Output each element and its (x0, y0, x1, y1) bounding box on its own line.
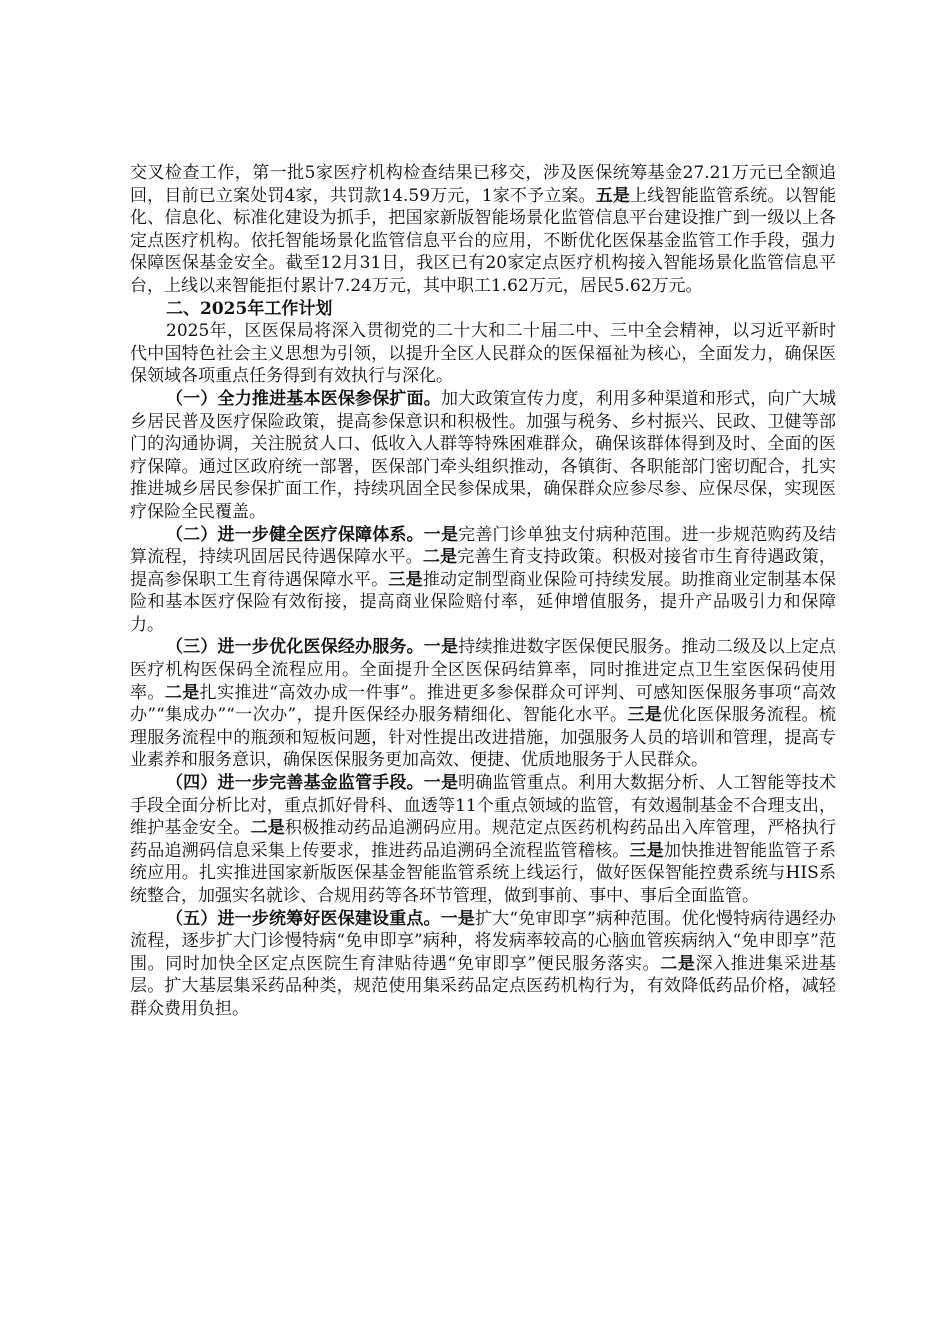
plan-item-4-point-3: 加快推进智能监管子系统应用。扎实推进国家新版医保基金智能监管系统上线运行，做好医保智能控费系统与HIS系统整合，加强实名就诊、合规用药等各环节管理，做到事前、事中、事后全面监管。 (130, 840, 837, 906)
intro-lead-5: 五是 (595, 185, 631, 206)
plan-item-2-lead-3: 三是 (388, 569, 423, 590)
plan-item-4 (130, 772, 836, 908)
plan-item-2-lead-1: 一是 (423, 524, 459, 545)
plan-item-2-point-1: 完善门诊单独支付病种范围。进一步规范购药及结算流程，持续巩固居民待遇保障水平。 (130, 524, 837, 568)
plan-item-4-point-1: 明确监管重点。利用大数据分析、人工智能等技术手段全面分析比对，重点抓好骨科、血透等11个重点领域的监管，有效遏制基金不合理支出，维护基金安全。 (130, 773, 837, 839)
intro-text-1: 交叉检查工作，第一批5家医疗机构检查结果已移交，涉及医保统筹基金27.21万元已全额追回，目前已立案处罚4家，共罚款14.59万元，1家不予立案。 (130, 163, 836, 206)
plan-item-5-point-1: 扩大“免审即享”病种范围。优化慢特病待遇经办流程，逐步扩大门诊慢特病“免申即享”病种，将发病率较高的心脑血管疾病纳入“免申即享”范围。同时加快全区定点医院生育津贴待遇“免审即享”便民服务落实。 (130, 908, 837, 974)
plan-item-3-point-1: 持续推进数字医保便民服务。推动二级及以上定点医疗机构医保码全流程应用。全面提升全区医保码结算率，同时推进定点卫生室医保码使用率。 (130, 637, 837, 703)
document-body (130, 162, 836, 1021)
intro-paragraph (130, 162, 836, 298)
plan-item-4-lead-3: 三是 (629, 840, 664, 861)
plan-item-5-lead-2: 二是 (660, 953, 696, 974)
plan-item-2-lead-2: 二是 (422, 547, 458, 568)
section2-intro: 2025年，区医保局将深入贯彻党的二十大和二十届二中、三中全会精神，以习近平新时代中国特色社会主义思想为引领，以提升全区人民群众的医保福祉为核心，全面发力，确保医保领域各项重点任务得到有效执行与深化。 (130, 321, 836, 387)
plan-item-3-point-2: 扎实推进“高效办成一件事”。推进更多参保群众可评判、可感知医保服务事项“高效办”“集成办”“一次办”，提升医保经办服务精细化、智能化水平。 (130, 682, 836, 726)
plan-item-3 (130, 636, 836, 772)
plan-item-5-point-2: 深入推进集采进基层。扩大基层集采药品种类，规范使用集采药品定点医药机构行为，有效降低药品价格，减轻群众费用负担。 (130, 953, 836, 1019)
plan-item-1-title: （一）全力推进基本医保参保扩面。 (166, 388, 441, 409)
plan-item-2-title: （二）进一步健全医疗保障体系。 (166, 524, 424, 545)
plan-item-1 (130, 388, 836, 524)
plan-item-4-lead-2: 二是 (250, 818, 286, 839)
plan-item-5-lead-1: 一是 (440, 908, 476, 929)
plan-item-2-point-3: 推动定制型商业保险可持续发展。助推商业定制基本保险和基本医疗保险有效衔接，提高商业保险赔付率，延伸增值服务，提升产品吸引力和保障力。 (130, 569, 837, 635)
plan-item-3-lead-3: 三是 (627, 705, 663, 726)
plan-item-1-body: 加大政策宣传力度，利用多种渠道和形式，向广大城乡居民普及医疗保险政策，提高参保意识和积极性。加强与税务、乡村振兴、民政、卫健等部门的沟通协调，关注脱贫人口、低收入人群等特殊困难群众，确保该群体得到及时、全面的医疗保障。通过区政府统一部署，医保部门牵头组织推动，各镇街、各职能部门密切配合，扎实推进城乡居民参保扩面工作，持续巩固全民参保成果，确保群众应参尽参、应保尽保，实现医疗保险全民覆盖。 (130, 388, 837, 522)
plan-item-4-lead-1: 一是 (423, 773, 459, 794)
plan-item-5 (130, 908, 836, 1021)
plan-item-4-point-2: 积极推动药品追溯码应用。规范定点医药机构药品出入库管理，严格执行药品追溯码信息采集上传要求，推进药品追溯码全流程监管稽核。 (130, 818, 837, 861)
plan-item-4-title: （四）进一步完善基金监管手段。 (166, 773, 424, 794)
plan-item-3-title: （三）进一步优化医保经办服务。 (166, 637, 424, 658)
intro-text-2: 上线智能监管系统。以智能化、信息化、标准化建设为抓手，把国家新版智能场景化监管信息平台建设推广到一级以上各定点医疗机构。依托智能场景化监管信息平台的应用，不断优化医保基金监管工作手段，强力保障医保基金安全。截至12月31日，我区已有20家定点医疗机构接入智能场景化监管信息平台，上线以来智能拒付累计7.24万元，其中职工1.62万元，居民5.62万元。 (130, 185, 836, 296)
plan-item-2-point-2: 完善生育支持政策。积极对接省市生育待遇政策，提高参保职工生育待遇保障水平。 (130, 547, 837, 590)
plan-item-3-point-3: 优化医保服务流程。梳理服务流程中的瓶颈和短板问题，针对性提出改进措施，加强服务人员的培训和管理，提高专业素养和服务意识，确保医保服务更加高效、便捷、优质地服务于人民群众。 (130, 705, 837, 771)
plan-item-2 (130, 524, 836, 637)
section2-heading: 二、2025年工作计划 (166, 298, 333, 319)
plan-item-5-title: （五）进一步统筹好医保建设重点。 (166, 908, 441, 929)
plan-item-3-lead-1: 一是 (423, 637, 459, 658)
plan-item-3-lead-2: 二是 (164, 682, 200, 703)
